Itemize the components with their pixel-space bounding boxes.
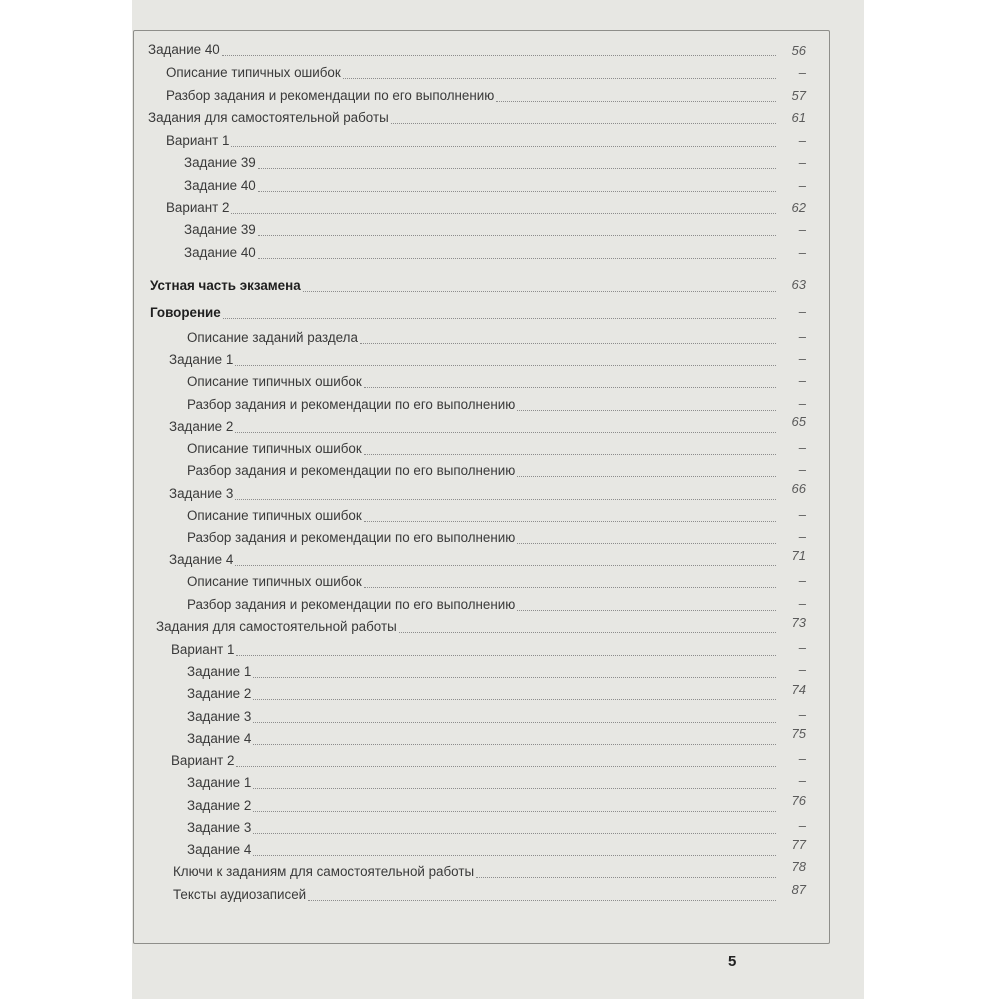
toc-entry-page: – xyxy=(798,133,806,148)
dot-leader xyxy=(253,832,776,834)
toc-entry xyxy=(187,439,776,459)
dot-leader xyxy=(253,787,776,789)
dot-leader xyxy=(235,564,776,566)
page-number: 5 xyxy=(728,953,737,970)
toc-entry xyxy=(169,350,776,370)
toc-entry xyxy=(187,372,776,392)
dot-leader xyxy=(308,899,776,901)
toc-entry xyxy=(169,484,776,504)
toc-entry-page: – xyxy=(798,304,806,319)
toc-entry-label: Вариант 2 xyxy=(166,200,230,215)
dot-leader xyxy=(236,765,776,767)
toc-entry xyxy=(169,417,776,437)
toc-entry-page: 78 xyxy=(791,859,806,874)
toc-entry-page: 77 xyxy=(791,837,806,852)
toc-entry-label: Тексты аудиозаписей xyxy=(173,887,307,902)
toc-entry-label: Вариант 1 xyxy=(166,133,230,148)
toc-entry-page: – xyxy=(798,596,806,611)
dot-leader xyxy=(364,386,776,388)
toc-entry-page: – xyxy=(798,155,806,170)
toc-entry-page: – xyxy=(798,440,806,455)
toc-entry-page: – xyxy=(798,245,806,260)
dot-leader xyxy=(258,190,776,192)
toc-entry-label: Задание 2 xyxy=(169,419,234,434)
toc-entry-page: – xyxy=(798,640,806,655)
toc-entry-page: – xyxy=(798,329,806,344)
toc-entry-page: 56 xyxy=(791,43,806,58)
dot-leader xyxy=(258,234,776,236)
toc-entry xyxy=(187,684,776,704)
dot-leader xyxy=(517,609,776,611)
toc-entry-label: Описание типичных ошибок xyxy=(187,374,362,389)
dot-leader xyxy=(253,676,776,678)
toc-entry-label: Задание 40 xyxy=(148,42,220,57)
dot-leader xyxy=(517,542,776,544)
dot-leader xyxy=(222,54,776,56)
dot-leader xyxy=(391,122,776,124)
toc-entry-page: – xyxy=(798,751,806,766)
toc-entry-label: Задание 2 xyxy=(187,798,252,813)
toc-entry-label: Описание типичных ошибок xyxy=(187,508,362,523)
toc-entry-label: Задание 40 xyxy=(184,245,256,260)
toc-entry xyxy=(184,176,776,196)
toc-entry-page: 66 xyxy=(791,481,806,496)
toc-entry-page: – xyxy=(798,351,806,366)
toc-entry-label: Задание 4 xyxy=(169,552,234,567)
toc-entry xyxy=(187,461,776,481)
toc-entry xyxy=(187,773,776,793)
toc-entry-page: – xyxy=(798,818,806,833)
toc-entry xyxy=(187,662,776,682)
toc-entry-label: Задание 1 xyxy=(187,664,252,679)
toc-entry xyxy=(171,640,776,660)
toc-entry-label: Задание 40 xyxy=(184,178,256,193)
toc-entry xyxy=(166,198,776,218)
toc-entry-label: Задания для самостоятельной работы xyxy=(148,110,389,125)
toc-entry-page: – xyxy=(798,529,806,544)
dot-leader xyxy=(258,257,776,259)
toc-entry-page: – xyxy=(798,707,806,722)
toc-entry-label: Задание 3 xyxy=(169,486,234,501)
toc-entry-page: – xyxy=(798,65,806,80)
toc-entry-page: – xyxy=(798,462,806,477)
toc-entry-page: – xyxy=(798,773,806,788)
toc-entry xyxy=(166,131,776,151)
dot-leader xyxy=(364,586,776,588)
toc-entry-label: Описание типичных ошибок xyxy=(187,441,362,456)
toc-entry xyxy=(166,86,776,106)
toc-entry xyxy=(184,153,776,173)
toc-entry-label: Задание 1 xyxy=(187,775,252,790)
toc-entry xyxy=(187,729,776,749)
toc-entry-label: Разбор задания и рекомендации по его выполнению xyxy=(187,597,516,612)
toc-entry xyxy=(169,550,776,570)
book-page xyxy=(132,0,864,999)
dot-leader xyxy=(235,498,776,500)
toc-entry-label: Задание 3 xyxy=(187,709,252,724)
toc-entry-label: Задание 3 xyxy=(187,820,252,835)
dot-leader xyxy=(364,453,776,455)
toc-entry-page: 61 xyxy=(791,110,806,125)
toc-entry-page: 76 xyxy=(791,793,806,808)
dot-leader xyxy=(399,631,776,633)
dot-leader xyxy=(235,431,776,433)
toc-entry-page: – xyxy=(798,396,806,411)
toc-entry-label: Задания для самостоятельной работы xyxy=(156,619,397,634)
toc-entry xyxy=(187,796,776,816)
toc-entry-label: Описание заданий раздела xyxy=(187,330,358,345)
toc-entry-label: Разбор задания и рекомендации по его выполнению xyxy=(187,397,516,412)
toc-entry-label: Ключи к заданиям для самостоятельной работы xyxy=(173,864,475,879)
dot-leader xyxy=(231,145,776,147)
dot-leader xyxy=(253,721,776,723)
toc-entry-label: Задание 2 xyxy=(187,686,252,701)
toc-section-label: Устная часть экзамена xyxy=(150,278,301,293)
toc-entry-page: 57 xyxy=(791,88,806,103)
dot-leader xyxy=(253,854,776,856)
toc-entry-label: Задание 4 xyxy=(187,842,252,857)
toc-entry-label: Задание 39 xyxy=(184,222,256,237)
toc-entry-page: 73 xyxy=(791,615,806,630)
toc-entry xyxy=(173,862,776,882)
toc-entry xyxy=(184,243,776,263)
toc-entry-label: Разбор задания и рекомендации по его выполнению xyxy=(187,530,516,545)
toc-entry-page: – xyxy=(798,222,806,237)
dot-leader xyxy=(360,342,776,344)
dot-leader xyxy=(364,520,776,522)
toc-entry xyxy=(166,63,776,83)
toc-entry-label: Разбор задания и рекомендации по его выполнению xyxy=(187,463,516,478)
dot-leader xyxy=(258,167,776,169)
toc-entry-page: 87 xyxy=(791,882,806,897)
toc-entry-page: 63 xyxy=(791,277,806,292)
dot-leader xyxy=(253,743,776,745)
toc-entry xyxy=(187,528,776,548)
toc-entry xyxy=(187,707,776,727)
toc-entry-page: – xyxy=(798,178,806,193)
toc-section-entry xyxy=(150,303,776,323)
toc-entry-page: – xyxy=(798,573,806,588)
dot-leader xyxy=(343,77,776,79)
toc-entry xyxy=(187,395,776,415)
dot-leader xyxy=(236,654,776,656)
toc-entry-label: Задание 4 xyxy=(187,731,252,746)
toc-entry xyxy=(184,220,776,240)
toc-entry xyxy=(187,840,776,860)
toc-section-entry xyxy=(150,276,776,296)
toc-entry xyxy=(148,108,776,128)
dot-leader xyxy=(476,876,776,878)
dot-leader xyxy=(253,810,776,812)
toc-entry-label: Разбор задания и рекомендации по его выполнению xyxy=(166,88,495,103)
toc-entry-label: Описание типичных ошибок xyxy=(166,65,341,80)
dot-leader xyxy=(253,698,776,700)
toc-entry-page: 71 xyxy=(791,548,806,563)
toc-entry-label: Задание 39 xyxy=(184,155,256,170)
toc-entry xyxy=(171,751,776,771)
toc-entry xyxy=(187,595,776,615)
dot-leader xyxy=(303,290,776,292)
dot-leader xyxy=(235,364,776,366)
toc-entry-page: – xyxy=(798,507,806,522)
toc-entry-page: 75 xyxy=(791,726,806,741)
toc-entry-page: – xyxy=(798,373,806,388)
toc-entry xyxy=(187,328,776,348)
toc-entry-label: Вариант 1 xyxy=(171,642,235,657)
toc-entry-page: – xyxy=(798,662,806,677)
toc-entry-label: Описание типичных ошибок xyxy=(187,574,362,589)
toc-entry xyxy=(187,506,776,526)
toc-entry xyxy=(187,818,776,838)
toc-entry xyxy=(148,40,776,60)
toc-entry-label: Задание 1 xyxy=(169,352,234,367)
dot-leader xyxy=(223,317,776,319)
toc-entry-page: 74 xyxy=(791,682,806,697)
toc-section-label: Говорение xyxy=(150,305,221,320)
dot-leader xyxy=(517,475,776,477)
toc-entry-label: Вариант 2 xyxy=(171,753,235,768)
toc-entry xyxy=(156,617,776,637)
dot-leader xyxy=(231,212,776,214)
dot-leader xyxy=(517,409,776,411)
toc-entry xyxy=(173,885,776,905)
dot-leader xyxy=(496,100,776,102)
toc-entry xyxy=(187,572,776,592)
toc-entry-page: 65 xyxy=(791,414,806,429)
toc-entry-page: 62 xyxy=(791,200,806,215)
